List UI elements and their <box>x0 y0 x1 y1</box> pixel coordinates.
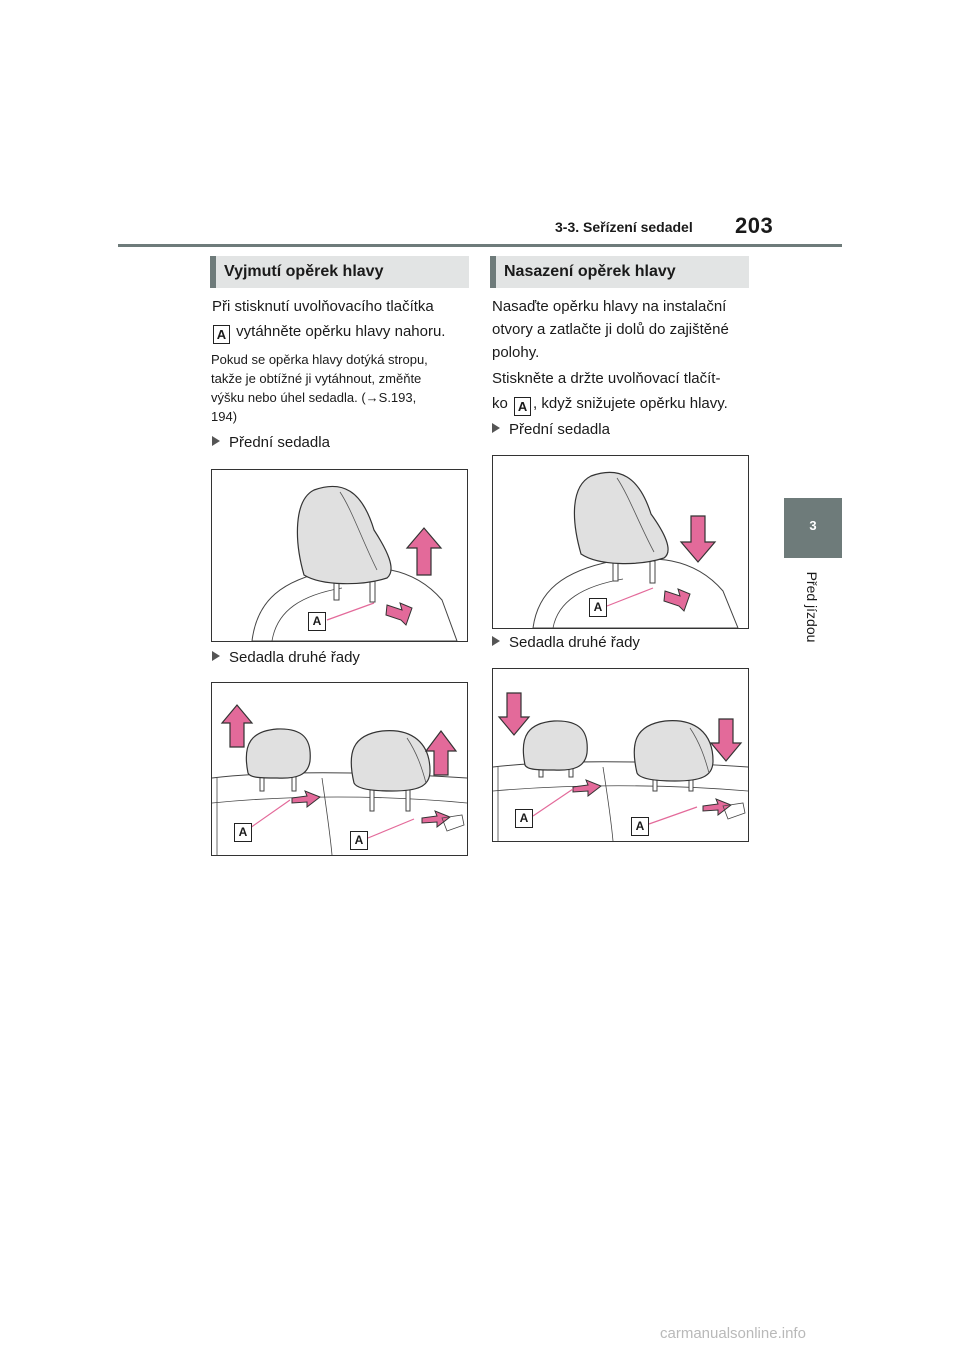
installation-step-line2: ko A , když snižujete opěrku hlavy. <box>492 395 728 414</box>
removal-intro-text: vytáhněte opěrku hlavy nahoru. <box>236 323 446 340</box>
installation-intro-line1: Nasaďte opěrku hlavy na instalační <box>492 298 727 315</box>
removal-note-line1: Pokud se opěrka hlavy dotýká stropu, <box>211 352 428 367</box>
down-arrow-icon <box>681 516 715 562</box>
removal-note-line4: 194) <box>211 409 238 424</box>
removal-rear-label: Sedadla druhé řady <box>212 648 360 668</box>
callout-a: A <box>515 809 533 828</box>
figure-rear-remove <box>211 682 468 856</box>
callout-a-inline: A <box>514 397 531 416</box>
watermark: carmanualsonline.info <box>660 1325 806 1342</box>
figure-front-install <box>492 455 749 629</box>
triangle-bullet-icon <box>492 423 500 433</box>
removal-front-label: Přední sedadla <box>212 433 330 453</box>
callout-a-inline: A <box>213 325 230 344</box>
triangle-bullet-icon <box>212 651 220 661</box>
removal-heading: Vyjmutí opěrek hlavy <box>210 256 469 288</box>
up-arrow-icon <box>407 528 441 575</box>
installation-heading: Nasazení opěrek hlavy <box>490 256 749 288</box>
page-number: 203 <box>735 213 774 238</box>
installation-intro-line3: polohy. <box>492 344 540 361</box>
figure-rear-install <box>492 668 749 842</box>
callout-a: A <box>631 817 649 836</box>
chapter-title: Před jízdou <box>804 571 820 643</box>
removal-intro-line2 <box>211 321 445 344</box>
installation-rear-label: Sedadla druhé řady <box>492 633 640 653</box>
callout-a: A <box>589 598 607 617</box>
chapter-number: 3 <box>809 518 817 533</box>
removal-intro-line1: Při stisknutí uvolňovacího tlačítka <box>212 298 434 315</box>
installation-intro-line2: otvory a zatlačte ji dolů do zajištěné <box>492 321 729 338</box>
removal-note-line2: takže je obtížné ji vytáhnout, změňte <box>211 371 422 386</box>
removal-note-line3: výšku nebo úhel sedadla. (→S.193, <box>211 390 417 405</box>
chapter-tab <box>784 498 842 558</box>
figure-front-remove <box>211 469 468 642</box>
triangle-bullet-icon <box>212 436 220 446</box>
up-arrow-icon <box>222 705 252 747</box>
header-divider <box>118 244 842 247</box>
section-title: 3-3. Seřízení sedadel <box>555 219 693 235</box>
down-arrow-icon <box>499 693 529 735</box>
callout-a: A <box>350 831 368 850</box>
installation-front-label: Přední sedadla <box>492 420 610 440</box>
down-arrow-icon <box>711 719 741 761</box>
triangle-bullet-icon <box>492 636 500 646</box>
installation-step-line1: Stiskněte a držte uvolňovací tlačít- <box>492 370 721 387</box>
callout-a: A <box>308 612 326 631</box>
callout-a: A <box>234 823 252 842</box>
